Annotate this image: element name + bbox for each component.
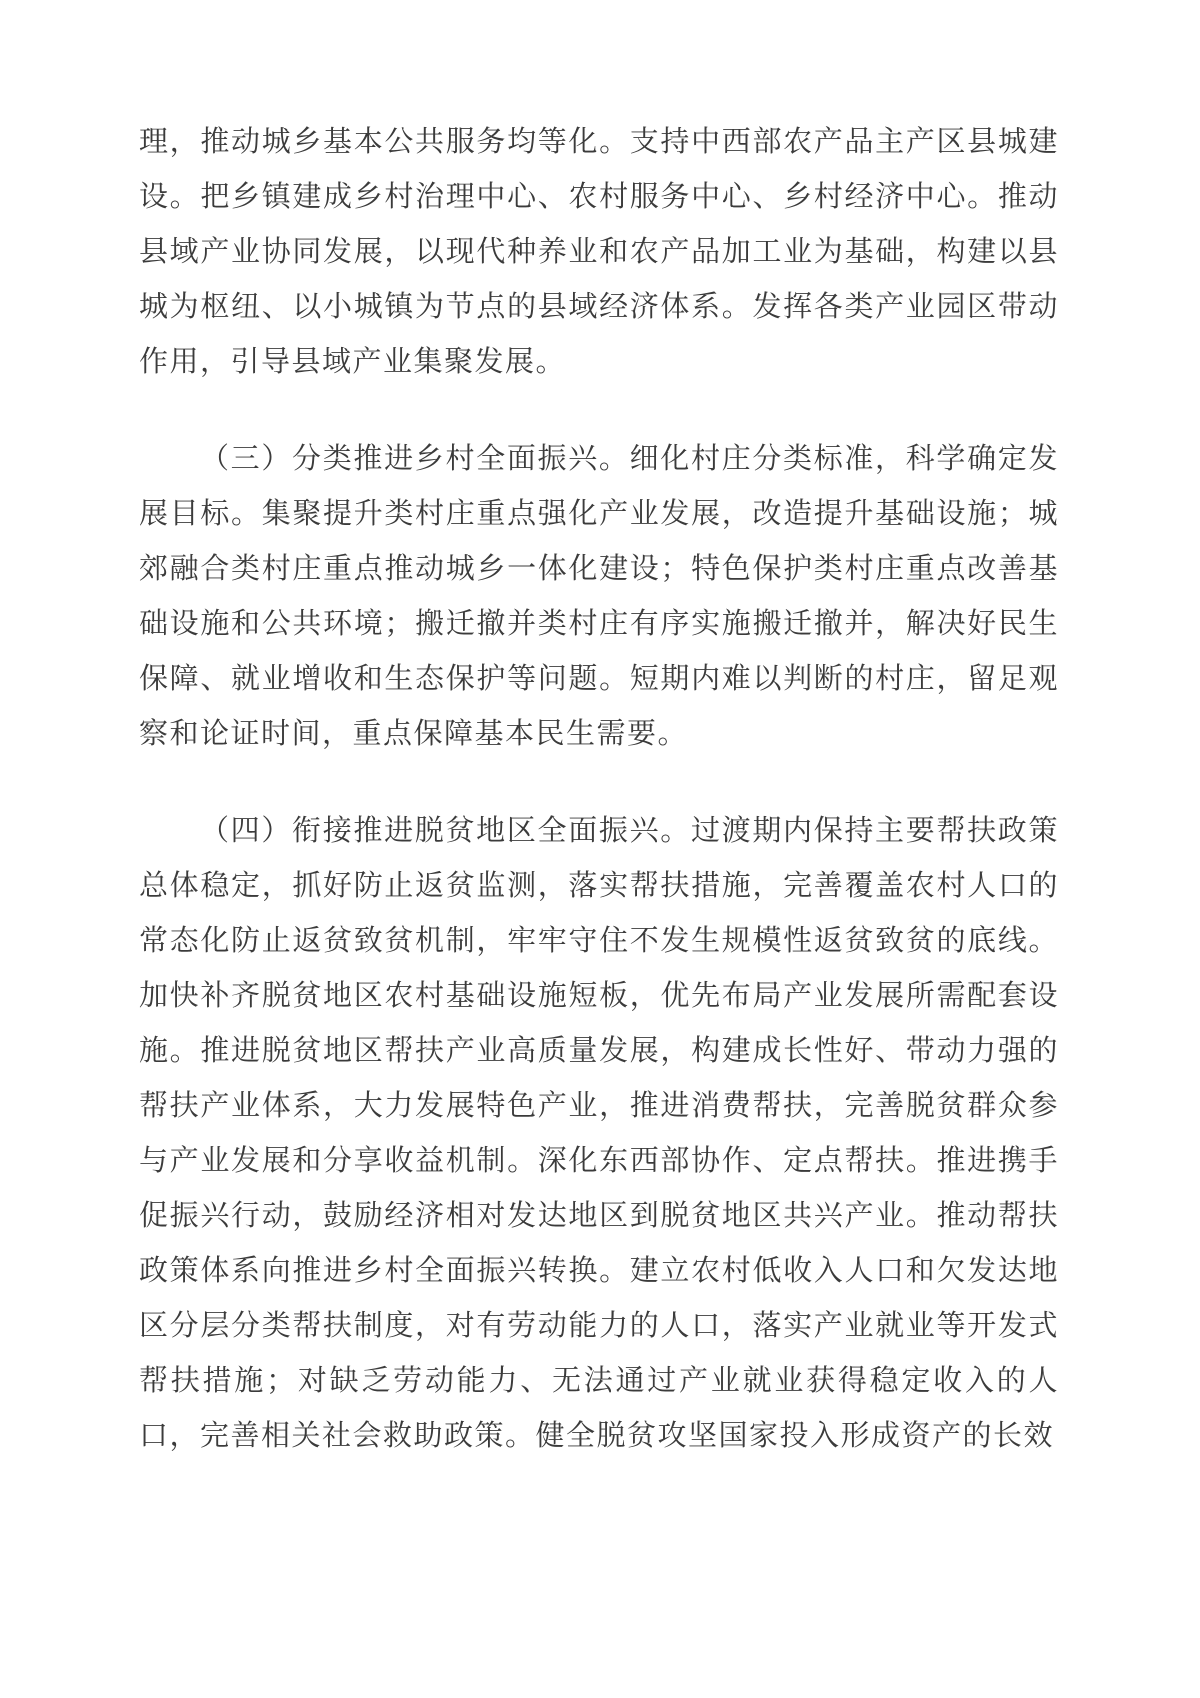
paragraph-continuation: 理，推动城乡基本公共服务均等化。支持中西部农产品主产区县城建设。把乡镇建成乡村治理中心、农村服务中心、乡村经济中心。推动县域产业协同发展，以现代种养业和农产品加工业为基础，构建以县城为枢纽、以小城镇为节点的县域经济体系。发挥各类产业园区带动作用，引导县域产业集聚发展。 [139, 126, 1059, 378]
document-body [139, 115, 1059, 1464]
paragraph-item-three: （三）分类推进乡村全面振兴。细化村庄分类标准，科学确定发展目标。集聚提升类村庄重点强化产业发展，改造提升基础设施；城郊融合类村庄重点推动城乡一体化建设；特色保护类村庄重点改善基础设施和公共环境；搬迁撤并类村庄有序实施搬迁撤并，解决好民生保障、就业增收和生态保护等问题。短期内难以判断的村庄，留足观察和论证时间，重点保障基本民生需要。 [139, 443, 1059, 750]
paragraph-item-four: （四）衔接推进脱贫地区全面振兴。过渡期内保持主要帮扶政策总体稳定，抓好防止返贫监测，落实帮扶措施，完善覆盖农村人口的常态化防止返贫致贫机制，牢牢守住不发生规模性返贫致贫的底线。加快补齐脱贫地区农村基础设施短板，优先布局产业发展所需配套设施。推进脱贫地区帮扶产业高质量发展，构建成长性好、带动力强的帮扶产业体系，大力发展特色产业，推进消费帮扶，完善脱贫群众参与产业发展和分享收益机制。深化东西部协作、定点帮扶。推进携手促振兴行动，鼓励经济相对发达地区到脱贫地区共兴产业。推动帮扶政策体系向推进乡村全面振兴转换。建立农村低收入人口和欠发达地区分层分类帮扶制度，对有劳动能力的人口，落实产业就业等开发式帮扶措施；对缺乏劳动能力、无法通过产业就业获得稳定收入的人口，完善相关社会救助政策。健全脱贫攻坚国家投入形成资产的长效 [139, 815, 1059, 1452]
